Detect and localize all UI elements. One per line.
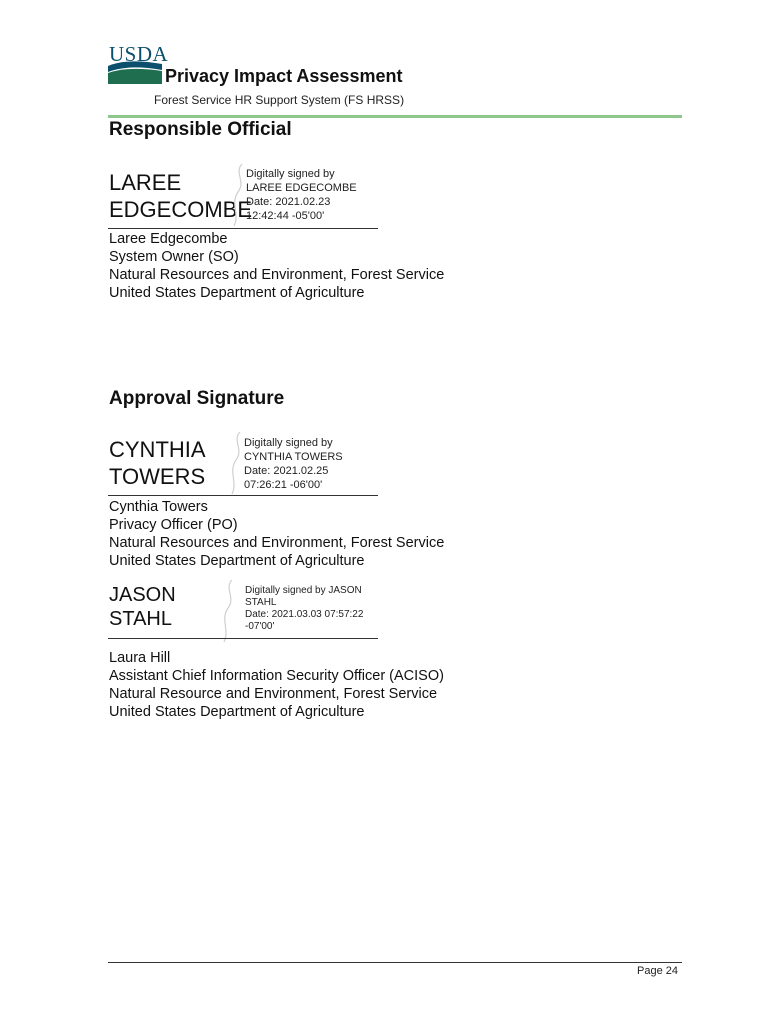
signature-name-line: JASON: [109, 584, 176, 606]
signature-flourish-icon: [218, 578, 238, 644]
footer-divider: [108, 962, 682, 963]
page-number: Page 24: [637, 965, 678, 977]
official-department: United States Department of Agriculture: [109, 285, 365, 301]
signature-name-line: STAHL: [109, 608, 172, 630]
sig-info-line: -07'00': [245, 621, 275, 632]
signature-name-line: CYNTHIA: [109, 437, 206, 462]
sig-info-line: Digitally signed by: [246, 168, 335, 180]
sig-info-line: Date: 2021.02.25: [244, 465, 329, 477]
signature-line: [108, 638, 378, 639]
po-details: [109, 498, 444, 570]
aciso-org: Natural Resource and Environment, Forest Service: [109, 686, 438, 702]
sig-info-line: Date: 2021.03.03 07:57:22: [245, 609, 364, 620]
sig-info-line: Digitally signed by JASON: [245, 585, 362, 596]
sig-info-line: Digitally signed by: [244, 437, 333, 449]
digital-signature-info-towers: [244, 436, 343, 492]
signature-line: [108, 495, 378, 496]
official-name: Laree Edgecombe: [109, 231, 228, 247]
po-department: United States Department of Agriculture: [109, 553, 365, 569]
aciso-name: Laura Hill: [109, 650, 171, 666]
official-role: System Owner (SO): [109, 249, 239, 265]
sig-info-line: STAHL: [245, 597, 277, 608]
header-divider: [108, 115, 682, 118]
document-title: Privacy Impact Assessment: [165, 66, 403, 86]
sig-info-line: CYNTHIA TOWERS: [244, 451, 343, 463]
signature-name-line: LAREE: [109, 170, 182, 195]
signature-flourish-icon: [226, 430, 246, 496]
sig-info-line: 07:26:21 -06'00': [244, 479, 323, 491]
signature-flourish-icon: [228, 162, 248, 228]
digital-signature-info-edgecombe: [246, 167, 357, 223]
sig-info-line: 12:42:44 -05'00': [246, 210, 325, 222]
signature-name-towers: [109, 436, 206, 490]
approval-signature-heading: Approval Signature: [109, 388, 285, 409]
po-role: Privacy Officer (PO): [109, 517, 238, 533]
po-name: Cynthia Towers: [109, 499, 208, 515]
sig-info-line: LAREE EDGECOMBE: [246, 182, 357, 194]
po-org: Natural Resources and Environment, Forest Service: [109, 535, 445, 551]
sig-info-line: Date: 2021.02.23: [246, 196, 331, 208]
digital-signature-info-stahl: [245, 585, 363, 633]
aciso-role: Assistant Chief Information Security Officer (ACISO): [109, 668, 444, 684]
signature-name-line: TOWERS: [109, 464, 206, 489]
official-details: [109, 230, 444, 302]
aciso-details: [109, 649, 444, 721]
document-subtitle: Forest Service HR Support System (FS HRSS): [154, 93, 405, 107]
signature-name-line: EDGECOMBE: [109, 197, 253, 222]
signature-name-stahl: [109, 583, 176, 631]
usda-logo-text: USDA: [109, 42, 169, 66]
signature-line: [108, 228, 378, 229]
official-org: Natural Resources and Environment, Forest Service: [109, 267, 445, 283]
responsible-official-heading: Responsible Official: [109, 119, 292, 140]
aciso-department: United States Department of Agriculture: [109, 704, 365, 720]
